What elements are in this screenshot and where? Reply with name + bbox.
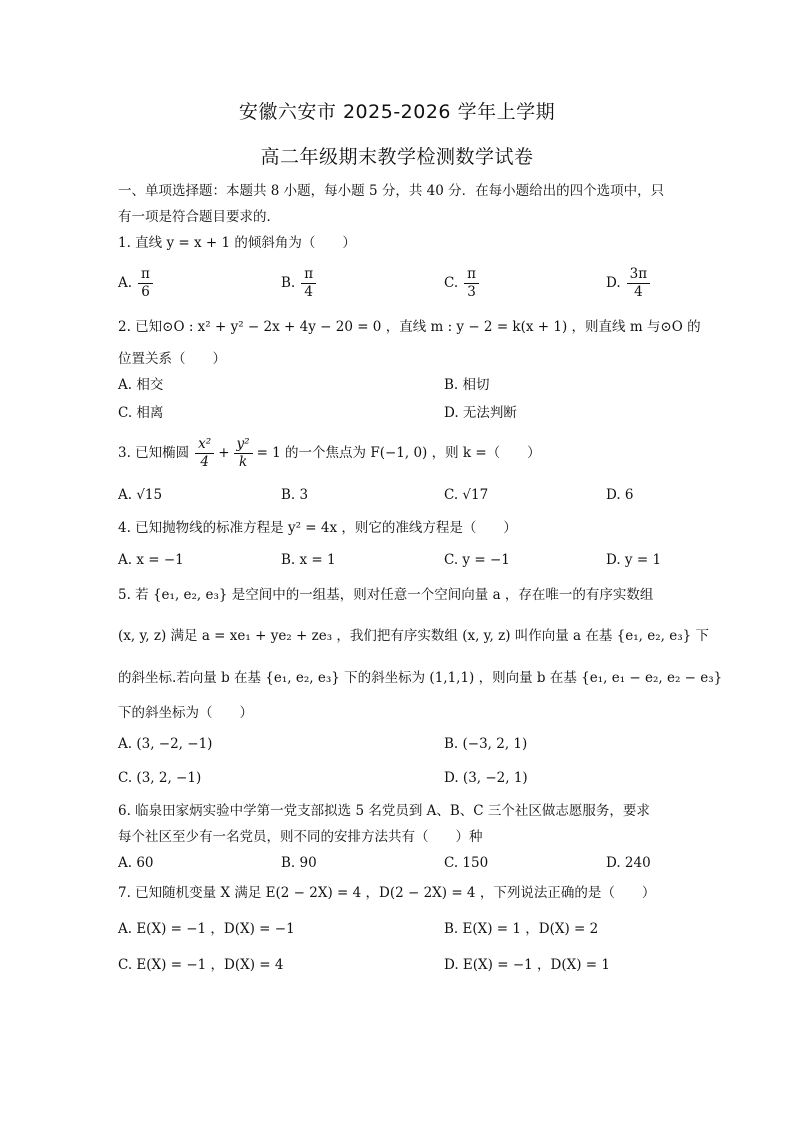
q5-stem-line2: (x, y, z) 满足 a = xe₁ + ye₂ + ze₃ ，我们把有序实数组 (x, y, z) 叫作向量 a 在基 {e₁, e₂, e₃} 下 xyxy=(118,628,710,644)
q2-stem-line2: 位置关系（ ） xyxy=(118,351,226,367)
option-label: B. xyxy=(281,275,296,291)
fraction: $\frac{\pi}{4}$ xyxy=(301,266,316,301)
q1-stem: 1. 直线 y = x + 1 的倾斜角为（ ） xyxy=(118,235,356,251)
q1-option-b xyxy=(281,266,316,301)
q7-option-c: C. E(X) = −1 ，D(X) = 4 xyxy=(118,957,284,973)
q3-option-b: B. 3 xyxy=(281,487,309,503)
fraction: $\frac{\pi}{3}$ xyxy=(464,266,479,301)
q7-option-d: D. E(X) = −1 ，D(X) = 1 xyxy=(444,957,610,973)
q5-stem-line3: 的斜坐标.若向量 b 在基 {e₁, e₂, e₃} 下的斜坐标为 (1,1,1) ，则向量 b 在基 {e₁, e₁ − e₂, e₂ − e₃} xyxy=(118,670,723,686)
q3-stem-text: 3. 已知椭圆 xyxy=(118,445,190,461)
fraction: $\frac{3\pi}{4}$ xyxy=(627,266,650,301)
q2-option-a: A. 相交 xyxy=(118,377,164,393)
exam-title-line1: 安徽六安市 2025-2026 学年上学期 xyxy=(238,101,556,123)
q6-stem-line2: 每个社区至少有一名党员，则不同的安排方法共有（ ）种 xyxy=(118,829,483,845)
q6-option-a: A. 60 xyxy=(118,855,154,871)
q1-option-c xyxy=(444,266,479,301)
q4-option-c: C. y = −1 xyxy=(444,552,510,568)
q2-option-b: B. 相切 xyxy=(444,377,490,393)
q7-option-b: B. E(X) = 1 ，D(X) = 2 xyxy=(444,921,599,937)
fraction: $\frac{\text{y²}}{k}$ xyxy=(234,436,253,471)
q3-option-a: A. √15 xyxy=(118,487,163,503)
q5-option-a: A. (3, −2, −1) xyxy=(118,736,213,752)
section-instructions-line1: 一、单项选择题：本题共 8 小题，每小题 5 分，共 40 分．在每小题给出的四个选项中，只 xyxy=(118,183,665,199)
q2-option-c: C. 相离 xyxy=(118,405,164,421)
q5-option-c: C. (3, 2, −1) xyxy=(118,770,202,786)
q3-option-c: C. √17 xyxy=(444,487,489,503)
q3-stem xyxy=(118,433,541,473)
q3-option-d: D. 6 xyxy=(606,487,634,503)
q4-option-d: D. y = 1 xyxy=(606,552,662,568)
section-instructions-line2: 有一项是符合题目要求的． xyxy=(118,209,280,225)
q6-option-c: C. 150 xyxy=(444,855,489,871)
q4-stem: 4. 已知抛物线的标准方程是 y² = 4x ，则它的准线方程是（ ） xyxy=(118,520,517,536)
option-label: C. xyxy=(444,275,459,291)
plus-sign: + xyxy=(218,445,230,461)
q6-stem-line1: 6. 临泉田家炳实验中学第一党支部拟选 5 名党员到 A、B、C 三个社区做志愿服务，要求 xyxy=(118,803,650,819)
exam-title-line2: 高二年级期末教学检测数学试卷 xyxy=(260,146,534,168)
q1-option-a xyxy=(118,266,153,301)
q2-option-d: D. 无法判断 xyxy=(444,405,517,421)
q3-stem-text: = 1 的一个焦点为 F(−1, 0) ，则 k =（ ） xyxy=(256,445,541,461)
q6-option-d: D. 240 xyxy=(606,855,651,871)
option-label: A. xyxy=(118,275,133,291)
option-label: D. xyxy=(606,275,621,291)
q1-option-d xyxy=(606,266,650,301)
fraction: $\frac{\pi}{6}$ xyxy=(138,266,153,301)
fraction: $\frac{\text{x²}}{4}$ xyxy=(195,436,214,471)
q2-stem-line1: 2. 已知⊙O : x² + y² − 2x + 4y − 20 = 0 ，直线 m : y − 2 = k(x + 1) ，则直线 m 与⊙O 的 xyxy=(118,319,701,335)
q5-stem-line1: 5. 若 {e₁, e₂, e₃} 是空间中的一组基，则对任意一个空间向量 a ，存在唯一的有序实数组 xyxy=(118,587,654,603)
q4-option-a: A. x = −1 xyxy=(118,552,184,568)
q6-option-b: B. 90 xyxy=(281,855,317,871)
q7-stem: 7. 已知随机变量 X 满足 E(2 − 2X) = 4 ，D(2 − 2X) = 4 ，下列说法正确的是（ ） xyxy=(118,885,656,901)
q5-stem-line4: 下的斜坐标为（ ） xyxy=(118,705,253,721)
q7-option-a: A. E(X) = −1 ，D(X) = −1 xyxy=(118,921,295,937)
q4-option-b: B. x = 1 xyxy=(281,552,336,568)
q5-option-d: D. (3, −2, 1) xyxy=(444,770,528,786)
q5-option-b: B. (−3, 2, 1) xyxy=(444,736,528,752)
